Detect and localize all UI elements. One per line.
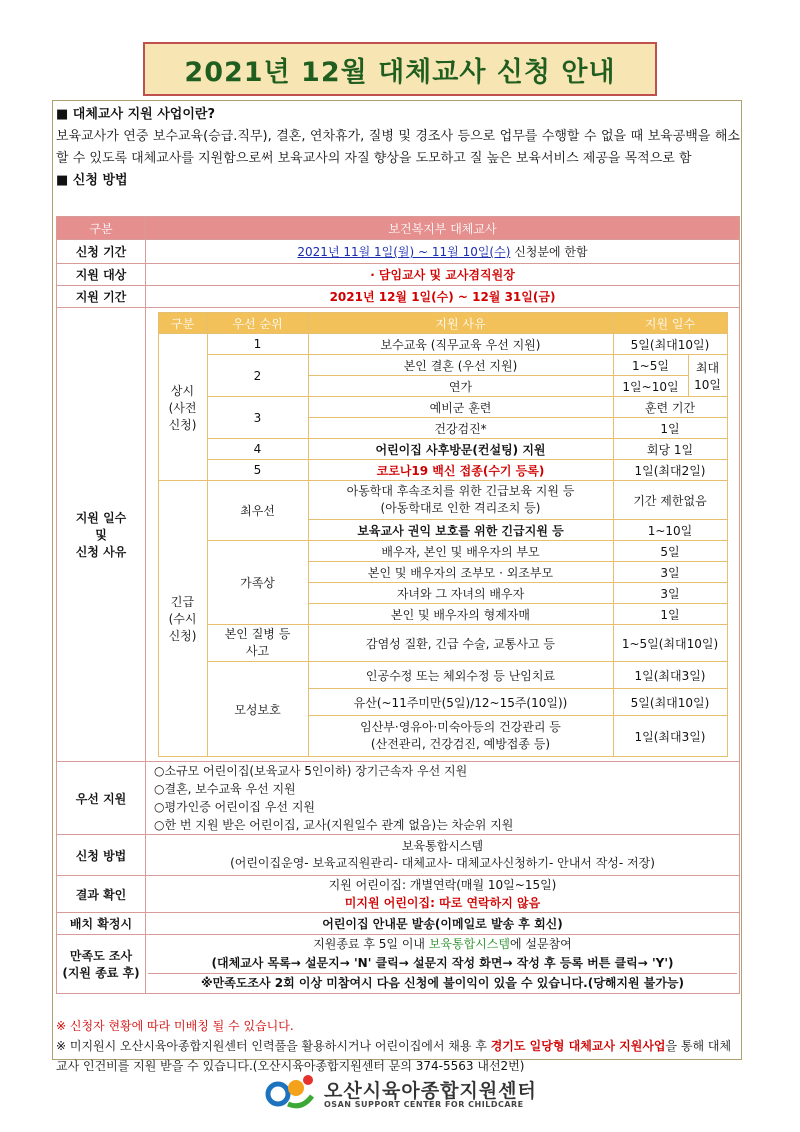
reason-cell: 연가 (308, 376, 613, 397)
reason-cell: 배우자, 본인 및 배우자의 부모 (308, 541, 613, 562)
rank-cell: 2 (207, 355, 308, 397)
days-label: 지원 일수 및 신청 사유 (57, 308, 146, 762)
reason-cell: 본인 결혼 (우선 지원) (308, 355, 613, 376)
days-value: 5일(최대10일) (613, 334, 727, 355)
category-cell: 최우선 (207, 481, 308, 541)
days-value: 3일 (613, 583, 727, 604)
note-1: ※ 신청자 현황에 따라 미배칭 될 수 있습니다. (56, 1019, 294, 1033)
result-value: 지원 어린이집: 개별연락(매월 10일~15일) 미지원 어린이집: 따로 연락하지 않음 (146, 876, 740, 913)
application-table (56, 216, 740, 994)
reason-cell: 건강검진* (308, 418, 613, 439)
list-item: ○결혼, 보수교육 우선 지원 (154, 782, 296, 796)
inner-header: 구분 (158, 313, 207, 334)
target-label: 지원 대상 (57, 264, 146, 286)
category-cell: 모성보호 (207, 662, 308, 757)
col-header: 구분 (57, 217, 146, 240)
method-heading: ■ 신청 방법 (56, 173, 128, 188)
footnotes (56, 1016, 740, 1076)
days-value: 1일 (613, 418, 727, 439)
days-value: 1일~10일 (613, 376, 688, 397)
logo-subtitle: OSAN SUPPORT CENTER FOR CHILDCARE (324, 1100, 524, 1109)
rank-cell: 5 (207, 460, 308, 481)
reason-cell: 자녀와 그 자녀의 배우자 (308, 583, 613, 604)
reason-cell: 예비군 훈련 (308, 397, 613, 418)
days-value: 3일 (613, 562, 727, 583)
days-value: 회당 1일 (613, 439, 727, 460)
reason-cell: 본인 및 배우자의 형제자매 (308, 604, 613, 625)
target-value: · 담임교사 및 교사겸직원장 (146, 264, 740, 286)
max-days: 최대 10일 (688, 355, 727, 397)
rank-cell: 4 (207, 439, 308, 460)
main-header: 보건복지부 대체교사 (146, 217, 740, 240)
days-value: 1~5일(최대10일) (613, 625, 727, 662)
reason-cell: 감염성 질환, 긴급 수술, 교통사고 등 (308, 625, 613, 662)
title-banner (143, 42, 657, 96)
list-item: ○한 번 지원 받은 어린이집, 교사(지원일수 관계 없음)는 차순위 지원 (154, 818, 514, 832)
inner-header: 지원 사유 (308, 313, 613, 334)
period-label: 신청 기간 (57, 240, 146, 264)
intro-section (56, 104, 740, 192)
days-value: 1일(최대3일) (613, 662, 727, 689)
intro-body: 보육교사가 연중 보수교육(승급.직무), 결혼, 연차휴가, 질병 및 경조사 등으로 업무를 수행할 수 없을 때 보육공백을 해소할 수 있도록 대체교사를 지원함으로써 보육교사의 자질 향상을 도모하고 질 높은 보육서비스 제공을 목적으로 함 (56, 129, 740, 166)
support-value: 2021년 12월 1일(수) ~ 12월 31일(금) (146, 286, 740, 308)
days-cell (146, 308, 740, 762)
days-value: 1일 (613, 604, 727, 625)
days-value: 5일 (613, 541, 727, 562)
survey-label: 만족도 조사 (지원 종료 후) (57, 935, 146, 994)
days-value: 1일(최대3일) (613, 716, 727, 757)
days-value: 1~5일 (613, 355, 688, 376)
reason-cell: 코로나19 백신 접종(수기 등록) (308, 460, 613, 481)
category-cell: 본인 질병 등 사고 (207, 625, 308, 662)
regular-label: 상시 (사전 신청) (158, 334, 207, 481)
rank-cell: 3 (207, 397, 308, 439)
inner-header: 지원 일수 (613, 313, 727, 334)
support-label: 지원 기간 (57, 286, 146, 308)
deploy-label: 배치 확정시 (57, 913, 146, 935)
urgent-label: 긴급 (수시 신청) (158, 481, 207, 757)
logo-icon (262, 1070, 318, 1114)
list-item: ○소규모 어린이집(보육교사 5인이하) 장기근속자 우선 지원 (154, 764, 468, 778)
days-value: 기간 제한없음 (613, 481, 727, 520)
intro-heading: ■ 대체교사 지원 사업이란? (56, 107, 215, 122)
priority-label: 우선 지원 (57, 762, 146, 835)
reason-cell: 어린이집 사후방문(컨설팅) 지원 (308, 439, 613, 460)
reason-cell: 보육교사 권익 보호를 위한 긴급지원 등 (308, 520, 613, 541)
period-value: 2021년 11월 1일(월) ~ 11월 10일(수) 신청분에 한함 (146, 240, 740, 264)
center-logo (262, 1070, 542, 1118)
inner-header: 우선 순위 (207, 313, 308, 334)
reason-cell: 유산(~11주미만(5일)/12~15주(10일)) (308, 689, 613, 716)
survey-value: 지원종료 후 5일 이내 보육통합시스템에 설문참여 (대체교사 목록→ 설문지→ 'N' 클릭→ 설문지 작성 화면→ 작성 후 등록 버튼 클릭→ 'Y') ※만족도조사 2회 이상 미참여시 다음 신청에 불이익이 있을 수 있습니다.(당해지원 불가능) (146, 935, 740, 994)
priority-list (146, 762, 740, 835)
reason-cell: 보수교육 (직무교육 우선 지원) (308, 334, 613, 355)
days-value: 1일(최대2일) (613, 460, 727, 481)
rank-cell: 1 (207, 334, 308, 355)
days-value: 5일(최대10일) (613, 689, 727, 716)
page-title: 2021년 12월 대체교사 신청 안내 (184, 56, 616, 88)
note-2: ※ 미지원시 오산시육아종합지원센터 인력풀을 활용하시거나 어린이집에서 채용 후 경기도 일당형 대체교사 지원사업을 통해 대체교사 인건비를 지원 받을 수 있습니다.(오산시육아종합지원센터 문의 374-5563 내선2번) (56, 1039, 732, 1073)
reason-cell: 아동학대 후속조치를 위한 긴급보육 지원 등 (아동학대로 인한 격리조치 등) (308, 481, 613, 520)
reason-cell: 인공수정 또는 체외수정 등 난임치료 (308, 662, 613, 689)
reason-cell: 임산부·영유아·미숙아등의 건강관리 등 (산전관리, 건강검진, 예방접종 등) (308, 716, 613, 757)
days-value: 훈련 기간 (613, 397, 727, 418)
days-value: 1~10일 (613, 520, 727, 541)
support-days-table (158, 312, 728, 757)
logo-name: 오산시육아종합지원센터 (324, 1080, 537, 1102)
result-label: 결과 확인 (57, 876, 146, 913)
reason-cell: 본인 및 배우자의 조부모 · 외조부모 (308, 562, 613, 583)
method-value: 보육통합시스템 (어린이집운영- 보육교직원관리- 대체교사- 대체교사신청하기- 안내서 작성- 저장) (146, 835, 740, 876)
list-item: ○평가인증 어린이집 우선 지원 (154, 800, 316, 814)
category-cell: 가족상 (207, 541, 308, 625)
deploy-value: 어린이집 안내문 발송(이메일로 발송 후 회신) (146, 913, 740, 935)
method-label: 신청 방법 (57, 835, 146, 876)
period-link[interactable]: 2021년 11월 1일(월) ~ 11월 10일(수) (297, 245, 511, 259)
